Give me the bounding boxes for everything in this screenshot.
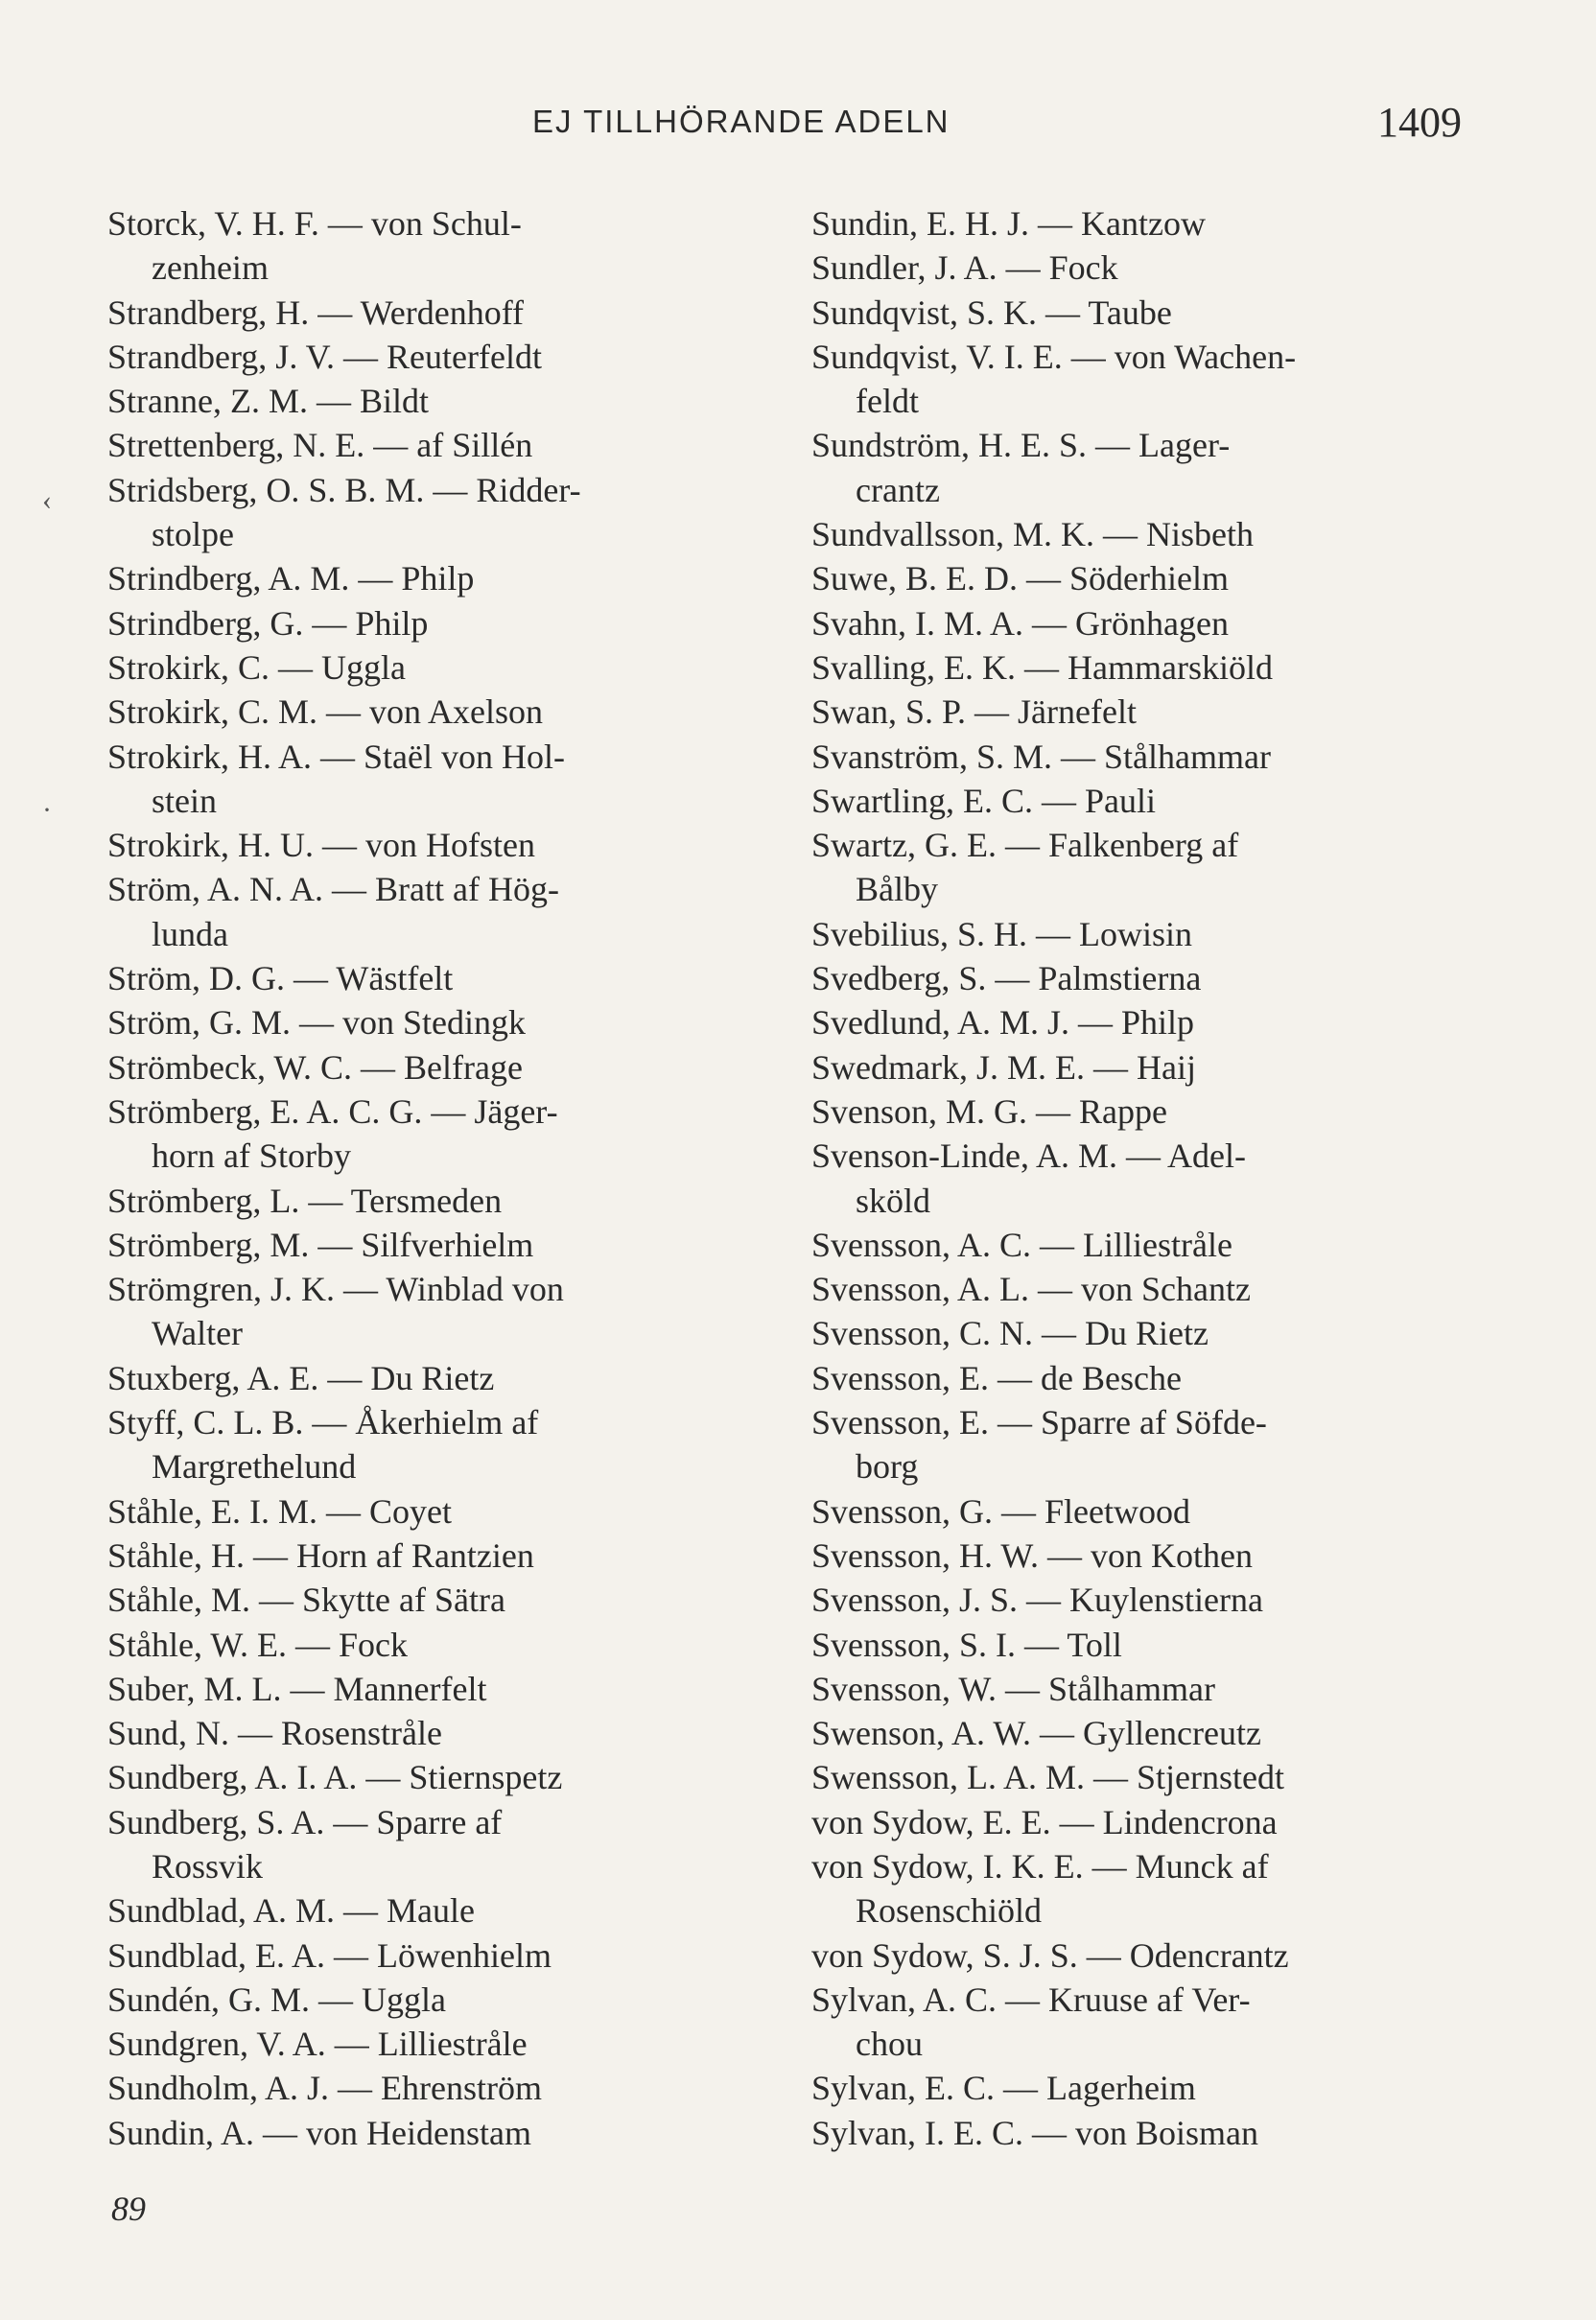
register-entry [811,512,1473,556]
register-entry [107,956,769,1000]
entry-line: Svanström, S. M. — Stålhammar [811,737,1271,776]
register-entry [811,1933,1473,1978]
register-entry [811,1800,1473,1844]
register-entry [107,1489,769,1534]
register-entry [107,1978,769,2022]
entry-line: Sundblad, E. A. — Löwenhielm [107,1935,552,1975]
entry-line: Ståhle, E. I. M. — Coyet [107,1491,452,1531]
entry-line: Styff, C. L. B. — Åkerhielm af [107,1403,539,1442]
register-entry [107,468,769,557]
left-column [107,201,769,2155]
register-entry [107,1223,769,1267]
entry-line: Svensson, A. C. — Lilliestråle [811,1225,1232,1264]
entry-line: Swenson, A. W. — Gyllencreutz [811,1714,1261,1753]
entry-line: Swartz, G. E. — Falkenberg af [811,826,1239,865]
register-entry [811,645,1473,690]
register-entry [811,1711,1473,1755]
register-entry [107,2111,769,2155]
register-entry [107,1090,769,1179]
register-entry [811,291,1473,335]
register-entry [811,246,1473,290]
entry-line: Svensson, E. — de Besche [811,1358,1182,1397]
entry-line: Strömgren, J. K. — Winblad von [107,1270,564,1309]
register-entry [107,1800,769,1889]
entry-line: Storck, V. H. F. — von Schul- [107,204,522,243]
entry-line: Svensson, E. — Sparre af Söfde- [811,1403,1267,1442]
entry-continuation: stolpe [152,515,234,554]
entry-continuation: borg [856,1447,919,1487]
register-entry [811,1356,1473,1400]
register-entry [107,867,769,956]
page-number: 1409 [1377,99,1462,146]
entry-line: Strokirk, C. — Uggla [107,647,406,687]
entry-line: Sundvallsson, M. K. — Nisbeth [811,515,1255,554]
register-entry [107,1400,769,1489]
register-entry [811,1000,1473,1044]
entry-continuation: zenheim [152,248,269,288]
entry-line: Strömberg, E. A. C. G. — Jäger- [107,1091,558,1131]
register-entry [107,1045,769,1090]
register-entry [811,1978,1473,2067]
entry-continuation: stein [152,781,217,820]
entry-line: Swan, S. P. — Järnefelt [811,692,1137,732]
entry-line: Strindberg, A. M. — Philp [107,559,475,598]
register-entry [811,1489,1473,1534]
register-entry [811,2111,1473,2155]
entry-line: Sundin, A. — von Heidenstam [107,2113,531,2152]
entry-line: Strettenberg, N. E. — af Sillén [107,426,533,465]
entry-line: Swedmark, J. M. E. — Haij [811,1047,1196,1087]
register-entry [107,1267,769,1356]
entry-line: Svebilius, S. H. — Lowisin [811,914,1193,953]
entry-line: Sundgren, V. A. — Lilliestråle [107,2025,528,2064]
entry-line: Svensson, A. L. — von Schantz [811,1270,1251,1309]
entry-line: Svensson, S. I. — Toll [811,1625,1122,1664]
entry-line: Swensson, L. A. M. — Stjernstedt [811,1758,1285,1797]
register-entry [107,335,769,379]
register-entry [811,1311,1473,1355]
entry-line: Svahn, I. M. A. — Grönhagen [811,603,1229,643]
running-title: EJ TILLHÖRANDE ADELN [532,104,951,139]
register-entry [811,423,1473,512]
entry-line: Ström, G. M. — von Stedingk [107,1003,527,1043]
entry-line: Sundqvist, V. I. E. — von Wachen- [811,337,1297,376]
entry-line: Sundholm, A. J. — Ehrenström [107,2069,543,2108]
entry-line: Strandberg, J. V. — Reuterfeldt [107,337,542,376]
register-entry [107,556,769,600]
register-entry [811,1844,1473,1933]
entry-line: Sundén, G. M. — Uggla [107,1980,446,2019]
entry-line: Strokirk, C. M. — von Axelson [107,692,544,732]
register-entry [107,690,769,734]
entry-continuation: chou [856,2025,923,2064]
entry-line: Ström, D. G. — Wästfelt [107,959,454,998]
register-entry [107,735,769,824]
entry-continuation: Margrethelund [152,1447,357,1487]
register-entry [107,2022,769,2066]
register-entry [811,1223,1473,1267]
entry-line: von Sydow, E. E. — Lindencrona [811,1802,1278,1841]
entry-line: Strömbeck, W. C. — Belfrage [107,1047,523,1087]
entry-line: von Sydow, S. J. S. — Odencrantz [811,1935,1289,1975]
entry-continuation: feldt [856,382,919,421]
entry-line: Sundberg, S. A. — Sparre af [107,1802,503,1841]
entry-continuation: Rossvik [152,1846,264,1886]
entry-line: Svensson, G. — Fleetwood [811,1491,1190,1531]
register-entry [811,1578,1473,1622]
register-entry [107,645,769,690]
entry-line: Sundberg, A. I. A. — Stiernspetz [107,1758,563,1797]
entry-line: Svensson, J. S. — Kuylenstierna [811,1581,1263,1620]
entry-line: Sylvan, I. E. C. — von Boisman [811,2113,1258,2152]
register-entry [107,379,769,423]
register-entry [811,1667,1473,1711]
register-entry [107,291,769,335]
register-entry [107,1000,769,1044]
entry-line: Sylvan, E. C. — Lagerheim [811,2069,1196,2108]
entry-continuation: Rosenschiöld [856,1891,1042,1931]
entry-continuation: sköld [856,1181,931,1220]
entry-continuation: crantz [856,470,940,509]
register-entry [811,690,1473,734]
entry-line: Stuxberg, A. E. — Du Rietz [107,1358,495,1397]
entry-line: Sundqvist, S. K. — Taube [811,293,1172,332]
entry-continuation: Walter [152,1314,244,1353]
register-entry [811,335,1473,424]
entry-line: Strindberg, G. — Philp [107,603,429,643]
register-entry [811,1755,1473,1799]
entry-line: Sylvan, A. C. — Kruuse af Ver- [811,1980,1251,2019]
entry-line: Sundler, J. A. — Fock [811,248,1118,288]
entry-line: Strokirk, H. A. — Staël von Hol- [107,737,565,776]
entry-line: Svedlund, A. M. J. — Philp [811,1003,1195,1043]
entry-continuation: lunda [152,914,228,953]
entry-line: Stranne, Z. M. — Bildt [107,382,429,421]
register-entry [107,1179,769,1223]
entry-line: Svensson, C. N. — Du Rietz [811,1314,1209,1353]
register-entry [107,1356,769,1400]
entry-line: von Sydow, I. K. E. — Munck af [811,1846,1269,1886]
entry-continuation: Bålby [856,870,938,909]
register-entry [811,912,1473,956]
entry-continuation: horn af Storby [152,1137,351,1176]
entry-line: Suber, M. L. — Mannerfelt [107,1669,487,1708]
register-entry [811,1534,1473,1578]
entry-line: Sundin, E. H. J. — Kantzow [811,204,1206,243]
entry-line: Svenson, M. G. — Rappe [811,1091,1167,1131]
register-entry [811,201,1473,246]
entry-line: Strandberg, H. — Werdenhoff [107,293,525,332]
register-entry [107,1578,769,1622]
entry-line: Ståhle, W. E. — Fock [107,1625,408,1664]
register-entry [811,556,1473,600]
register-entry [811,1090,1473,1134]
register-entry [811,779,1473,823]
register-entry [811,735,1473,779]
register-entry [811,1400,1473,1489]
entry-line: Svensson, H. W. — von Kothen [811,1535,1254,1575]
register-entry [107,1667,769,1711]
entry-line: Ståhle, M. — Skytte af Sätra [107,1581,505,1620]
entry-line: Sundblad, A. M. — Maule [107,1891,475,1931]
page-header [0,99,1596,152]
margin-mark: · [42,794,52,826]
register-entry [107,2066,769,2110]
entry-line: Svenson-Linde, A. M. — Adel- [811,1137,1246,1176]
entry-line: Strömberg, M. — Silfverhielm [107,1225,534,1264]
entry-line: Sund, N. — Rosenstråle [107,1714,442,1753]
register-entry [107,601,769,645]
entry-line: Strömberg, L. — Tersmeden [107,1181,503,1220]
register-entry [811,956,1473,1000]
register-entry [107,1888,769,1933]
entry-line: Svedberg, S. — Palmstierna [811,959,1202,998]
entry-line: Stridsberg, O. S. B. M. — Ridder- [107,470,581,509]
register-entry [107,201,769,291]
entry-line: Ståhle, H. — Horn af Rantzien [107,1535,534,1575]
register-entry [107,1623,769,1667]
register-entry [811,1623,1473,1667]
entry-line: Sundström, H. E. S. — Lager- [811,426,1231,465]
right-column [811,201,1473,2155]
register-entry [811,2066,1473,2110]
register-entry [811,1045,1473,1090]
signature-mark: 89 [111,2190,146,2228]
register-entry [107,1755,769,1799]
register-entry [107,823,769,867]
margin-mark: ‹ [42,484,52,516]
entry-line: Swartling, E. C. — Pauli [811,781,1156,820]
register-entry [107,1933,769,1978]
register-entry [107,1534,769,1578]
register-entry [811,823,1473,912]
entry-line: Svensson, W. — Stålhammar [811,1669,1215,1708]
register-entry [811,1134,1473,1223]
register-entry [811,1267,1473,1311]
register-entry [107,1711,769,1755]
entry-line: Suwe, B. E. D. — Söderhielm [811,559,1229,598]
register-entry [811,601,1473,645]
entry-line: Svalling, E. K. — Hammarskiöld [811,647,1273,687]
entry-line: Strokirk, H. U. — von Hofsten [107,826,535,865]
entry-line: Ström, A. N. A. — Bratt af Hög- [107,870,559,909]
register-entry [107,423,769,467]
